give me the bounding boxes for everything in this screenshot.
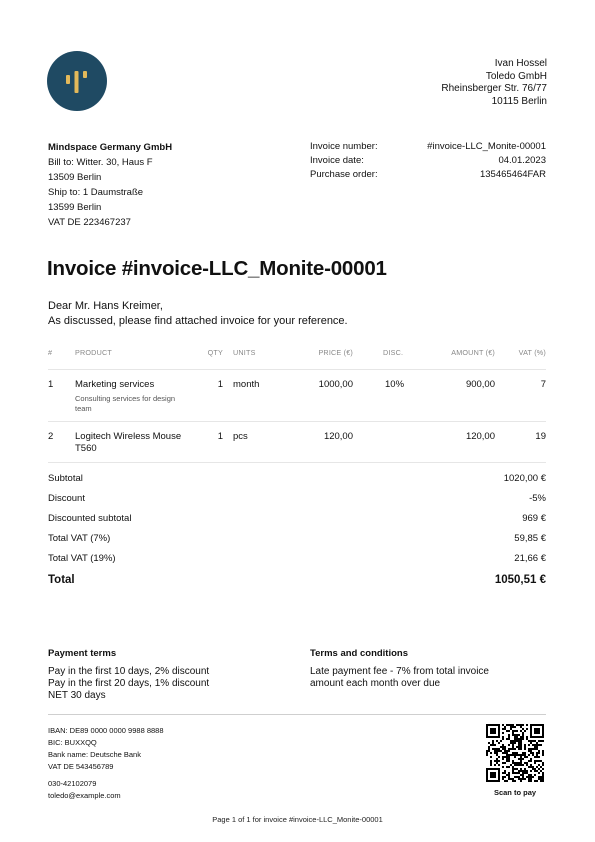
- qr-code-icon[interactable]: [486, 724, 544, 782]
- row-number: 1: [48, 369, 75, 421]
- column-header-units: UNITS: [233, 348, 287, 369]
- bank-name: Bank name: Deutsche Bank: [48, 750, 141, 759]
- table-header-row: [48, 348, 546, 369]
- invoice-number-row: [310, 140, 546, 154]
- column-header-price: PRICE (€): [287, 348, 353, 369]
- greeting-message: As discussed, please find attached invoice for your reference.: [48, 315, 348, 327]
- subtotal-label: Subtotal: [48, 473, 83, 484]
- payment-terms: [48, 648, 288, 702]
- line-items-table: [48, 348, 546, 463]
- vat-7-label: Total VAT (7%): [48, 533, 111, 544]
- units-cell: month: [233, 369, 287, 421]
- vat-7-value: 59,85 €: [514, 533, 546, 544]
- table-row: [48, 369, 546, 421]
- product-name: Marketing services: [75, 378, 155, 390]
- terms-and-conditions: [310, 648, 546, 690]
- discount-cell: 10%: [353, 369, 407, 421]
- seller-company: Toledo GmbH: [485, 70, 547, 82]
- qr-code-graphic: [486, 724, 544, 782]
- discount-label: Discount: [48, 493, 85, 504]
- total-label: Total: [48, 574, 75, 586]
- column-header-qty: QTY: [185, 348, 233, 369]
- payment-terms-line: NET 30 days: [48, 690, 106, 701]
- vat-cell: 19: [495, 421, 546, 462]
- invoice-meta: [310, 140, 546, 182]
- column-header-amount: AMOUNT (€): [407, 348, 495, 369]
- discount-value: -5%: [529, 493, 546, 504]
- bar-chart-logo-icon: [47, 51, 107, 111]
- invoice-date-row: [310, 154, 546, 168]
- contact-email: toledo@example.com: [48, 791, 121, 800]
- bank-vat: VAT DE 543456789: [48, 762, 114, 771]
- page-footer: Page 1 of 1 for invoice #invoice-LLC_Monite-00001: [212, 815, 383, 824]
- product-cell: [75, 421, 185, 462]
- bill-to-address: Bill to: Witter. 30, Haus F: [48, 157, 153, 168]
- discount-cell: [353, 421, 407, 462]
- product-description: Consulting services for design team: [75, 393, 176, 413]
- payment-terms-line: Pay in the first 20 days, 1% discount: [48, 678, 210, 689]
- ship-to-address: Ship to: 1 Daumstraße: [48, 187, 144, 198]
- units-cell: pcs: [233, 421, 287, 462]
- seller-name: Ivan Hossel: [494, 58, 547, 69]
- seller-address: [441, 58, 547, 108]
- price-cell: 1000,00: [287, 369, 353, 421]
- purchase-order-value: 135465464FAR: [479, 169, 546, 180]
- total-row: [48, 574, 546, 594]
- terms-conditions-heading: Terms and conditions: [310, 648, 409, 659]
- seller-city: 10115 Berlin: [491, 95, 547, 107]
- bank-details: [48, 725, 164, 802]
- qty-cell: 1: [185, 421, 233, 462]
- invoice-date-value: 04.01.2023: [498, 155, 546, 166]
- buyer-info: [48, 140, 172, 230]
- row-number: 2: [48, 421, 75, 462]
- column-header-discount: DISC.: [353, 348, 407, 369]
- payment-terms-line: Pay in the first 10 days, 2% discount: [48, 666, 210, 677]
- discounted-subtotal-row: [48, 513, 546, 533]
- terms-conditions-text: Late payment fee - 7% from total invoice amount each month over due: [310, 666, 489, 689]
- greeting-salutation: Dear Mr. Hans Kreimer,: [48, 300, 163, 312]
- ship-to-city: 13599 Berlin: [48, 202, 102, 213]
- totals-section: [48, 473, 546, 594]
- product-name: Logitech Wireless Mouse T560: [75, 430, 182, 454]
- column-header-product: PRODUCT: [75, 348, 185, 369]
- discounted-subtotal-label: Discounted subtotal: [48, 513, 132, 524]
- purchase-order-row: [310, 168, 546, 182]
- product-cell: [75, 369, 185, 421]
- bank-iban: IBAN: DE89 0000 0000 9988 8888: [48, 726, 164, 735]
- seller-street: Rheinsberger Str. 76/77: [441, 83, 547, 94]
- bank-bic: BIC: BUXXQQ: [48, 738, 97, 747]
- amount-cell: 900,00: [407, 369, 495, 421]
- qty-cell: 1: [185, 369, 233, 421]
- vat-19-label: Total VAT (19%): [48, 553, 116, 564]
- scan-to-pay-caption: Scan to pay: [493, 788, 537, 797]
- payment-terms-heading: Payment terms: [48, 648, 117, 659]
- footer-divider: [48, 714, 546, 715]
- vat-cell: 7: [495, 369, 546, 421]
- amount-cell: 120,00: [407, 421, 495, 462]
- vat-19-row: [48, 553, 546, 573]
- vat-7-row: [48, 533, 546, 553]
- total-value: 1050,51 €: [494, 574, 546, 586]
- buyer-company: Mindspace Germany GmbH: [48, 142, 173, 153]
- invoice-title: Invoice #invoice-LLC_Monite-00001: [47, 257, 387, 280]
- invoice-number-value: #invoice-LLC_Monite-00001: [427, 141, 546, 152]
- contact-phone: 030-42102079: [48, 779, 97, 788]
- column-header-vat: VAT (%): [495, 348, 546, 369]
- discounted-subtotal-value: 969 €: [522, 513, 546, 524]
- invoice-date-label: Invoice date:: [310, 155, 364, 166]
- table-row: [48, 421, 546, 462]
- column-header-number: #: [48, 348, 75, 369]
- subtotal-value: 1020,00 €: [503, 473, 546, 484]
- purchase-order-label: Purchase order:: [310, 169, 378, 180]
- price-cell: 120,00: [287, 421, 353, 462]
- discount-row: [48, 493, 546, 513]
- vat-19-value: 21,66 €: [514, 553, 546, 564]
- subtotal-row: [48, 473, 546, 493]
- invoice-number-label: Invoice number:: [310, 141, 378, 152]
- greeting: [48, 299, 348, 329]
- bill-to-city: 13509 Berlin: [48, 172, 102, 183]
- buyer-vat: VAT DE 223467237: [48, 217, 131, 228]
- company-logo: [47, 51, 107, 111]
